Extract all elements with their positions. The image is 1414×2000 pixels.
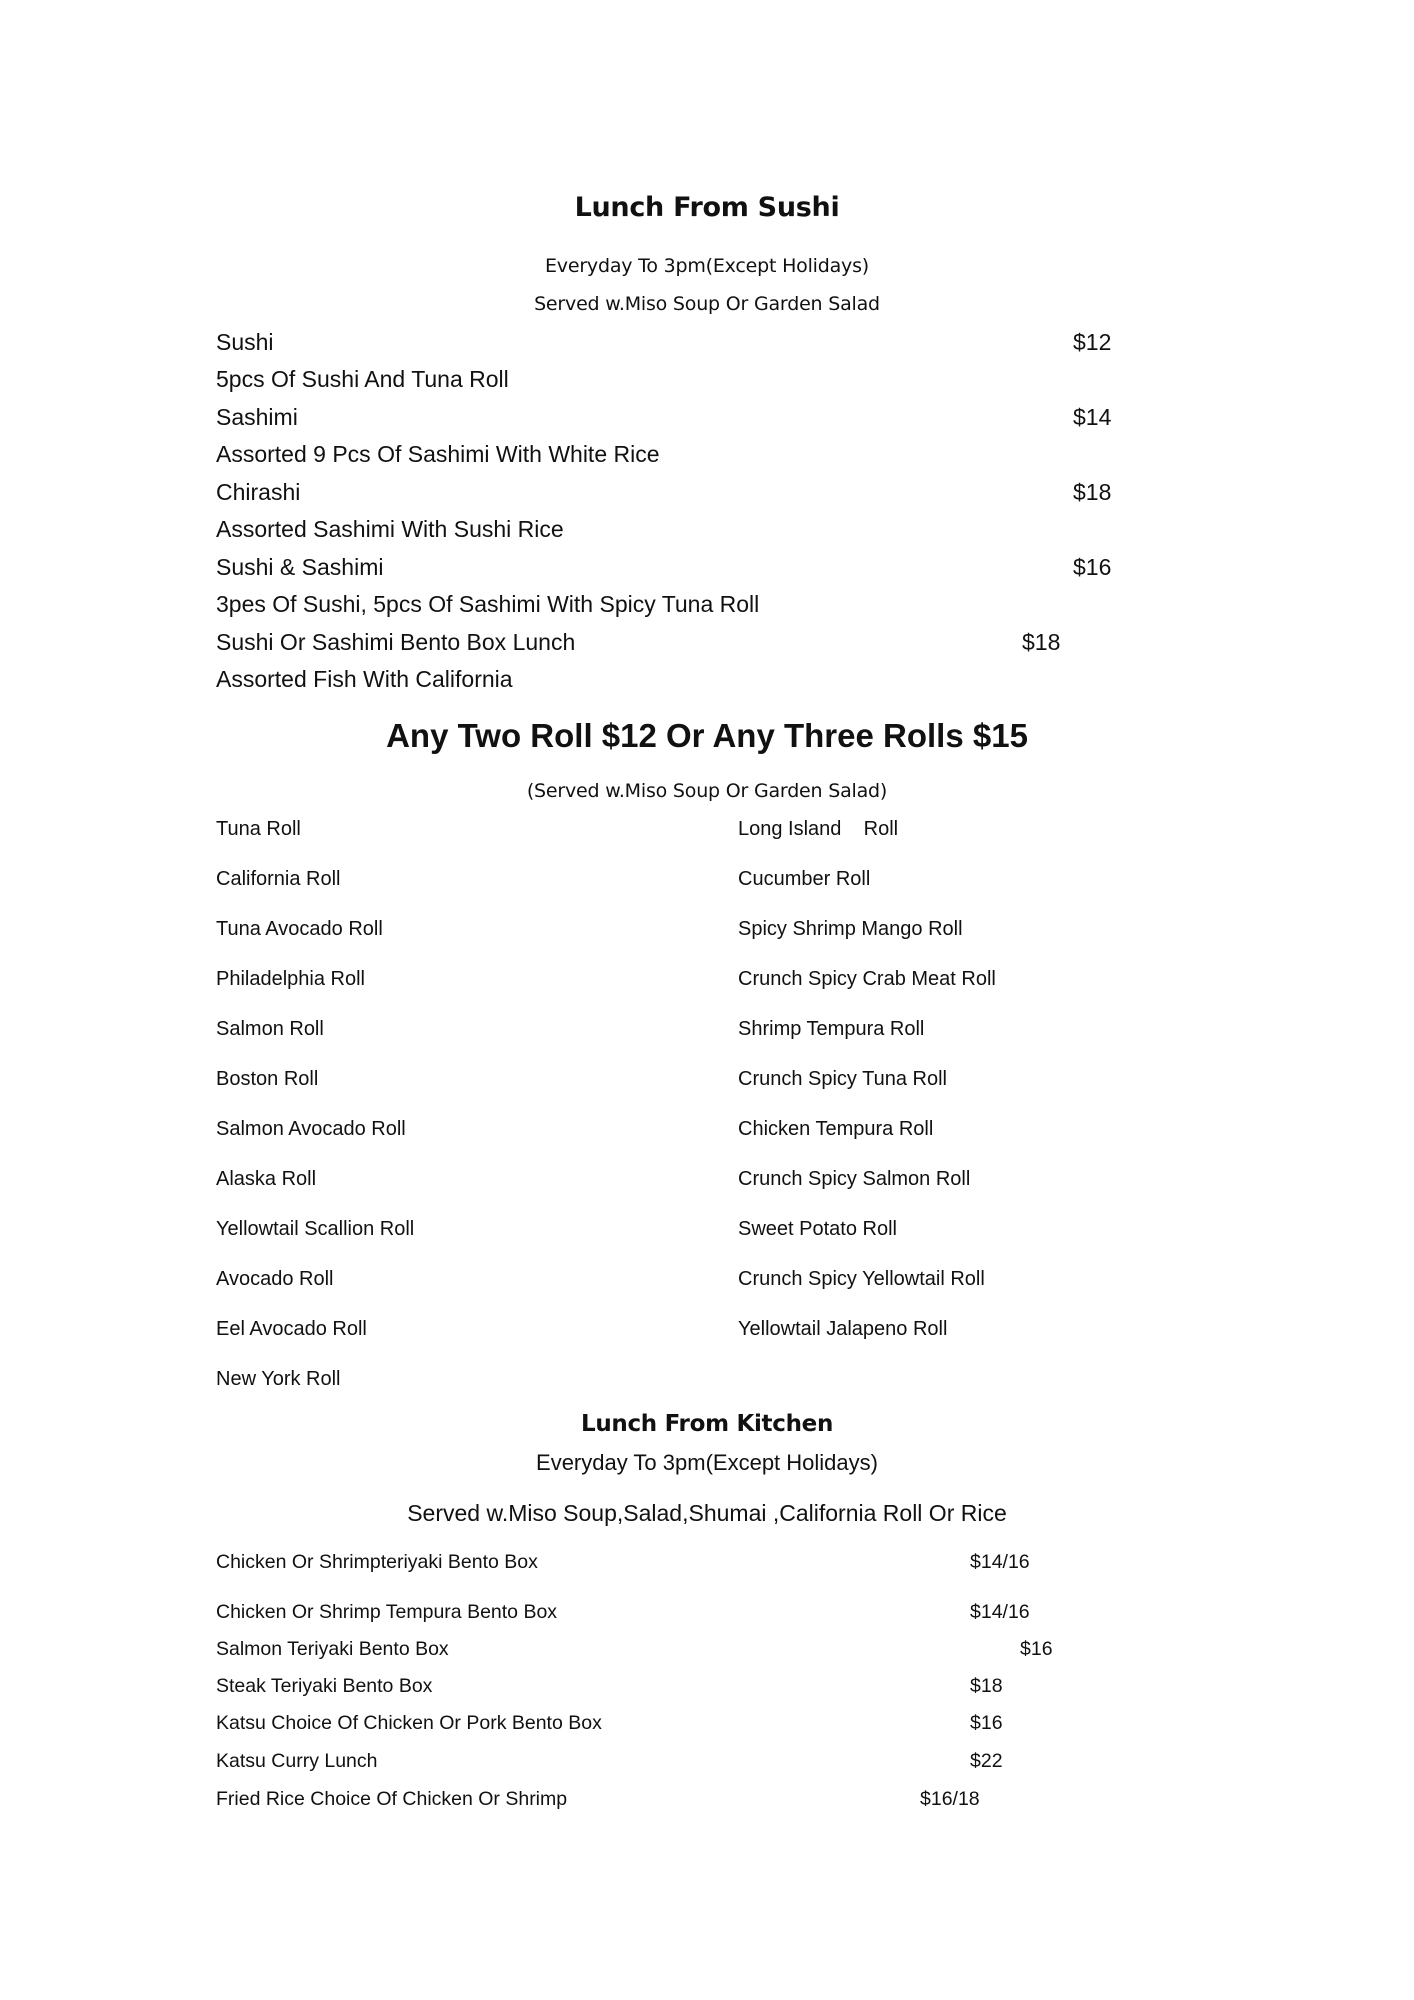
sushi-item-price: $12 [1073, 329, 1112, 355]
roll-item-left: Yellowtail Scallion Roll [216, 1218, 415, 1240]
roll-item-right: Long Island Roll [738, 818, 899, 840]
sushi-item-name: Sushi [216, 329, 274, 355]
rolls-section-title: Any Two Roll $12 Or Any Three Rolls $15 [386, 717, 1028, 754]
kitchen-item-name: Steak Teriyaki Bento Box [216, 1675, 433, 1697]
roll-item-right: Crunch Spicy Crab Meat Roll [738, 968, 996, 990]
sushi-item-name: Sushi Or Sashimi Bento Box Lunch [216, 629, 576, 655]
sushi-item-price: $18 [1022, 629, 1061, 655]
roll-item-right: Crunch Spicy Salmon Roll [738, 1168, 971, 1190]
kitchen-item-name: Chicken Or Shrimpteriyaki Bento Box [216, 1551, 538, 1573]
roll-item-left: Tuna Roll [216, 818, 301, 840]
roll-item-left: Philadelphia Roll [216, 968, 365, 990]
kitchen-item-price: $22 [970, 1750, 1003, 1772]
roll-item-left: Tuna Avocado Roll [216, 918, 383, 940]
roll-item-right: Spicy Shrimp Mango Roll [738, 918, 963, 940]
sushi-item-name: Chirashi [216, 479, 301, 505]
kitchen-item-name: Katsu Choice Of Chicken Or Pork Bento Box [216, 1712, 602, 1734]
kitchen-section-served: Served w.Miso Soup,Salad,Shumai ,California Roll Or Rice [407, 1500, 1007, 1526]
kitchen-item-price: $14/16 [970, 1601, 1030, 1623]
sushi-item-name: Sushi & Sashimi [216, 554, 384, 580]
kitchen-item-name: Fried Rice Choice Of Chicken Or Shrimp [216, 1788, 568, 1810]
roll-item-right: Crunch Spicy Yellowtail Roll [738, 1268, 985, 1290]
kitchen-section-title: Lunch From Kitchen [580, 1411, 834, 1437]
sushi-item-price: $14 [1073, 404, 1112, 430]
roll-item-right: Cucumber Roll [738, 868, 871, 890]
roll-item-left: New York Roll [216, 1368, 341, 1390]
sushi-item-price: $16 [1073, 554, 1112, 580]
sushi-section-title: Lunch From Sushi [574, 192, 840, 223]
sushi-item-desc: 5pcs Of Sushi And Tuna Roll [216, 366, 509, 392]
sushi-section-hours: Everyday To 3pm(Except Holidays) [544, 255, 870, 277]
roll-item-right: Yellowtail Jalapeno Roll [738, 1318, 948, 1340]
roll-item-left: Salmon Roll [216, 1018, 324, 1040]
kitchen-item-price: $14/16 [970, 1551, 1030, 1573]
kitchen-item-price: $16/18 [920, 1788, 980, 1810]
roll-item-left: Salmon Avocado Roll [216, 1118, 406, 1140]
sushi-item-desc: Assorted 9 Pcs Of Sashimi With White Rice [216, 441, 660, 467]
kitchen-item-name: Chicken Or Shrimp Tempura Bento Box [216, 1601, 558, 1623]
sushi-item-desc: Assorted Sashimi With Sushi Rice [216, 516, 564, 542]
sushi-item-desc: Assorted Fish With California [216, 666, 513, 692]
kitchen-item-price: $16 [970, 1712, 1003, 1734]
kitchen-item-name: Salmon Teriyaki Bento Box [216, 1638, 449, 1660]
kitchen-section-hours: Everyday To 3pm(Except Holidays) [536, 1450, 878, 1475]
roll-item-left: Boston Roll [216, 1068, 319, 1090]
sushi-item-price: $18 [1073, 479, 1112, 505]
roll-item-right: Crunch Spicy Tuna Roll [738, 1068, 947, 1090]
kitchen-item-price: $16 [1020, 1638, 1053, 1660]
roll-item-right: Chicken Tempura Roll [738, 1118, 934, 1140]
kitchen-item-name: Katsu Curry Lunch [216, 1750, 378, 1772]
roll-item-left: California Roll [216, 868, 341, 890]
roll-item-right: Shrimp Tempura Roll [738, 1018, 925, 1040]
sushi-section-served: Served w.Miso Soup Or Garden Salad [534, 293, 880, 315]
kitchen-item-price: $18 [970, 1675, 1003, 1697]
sushi-item-desc: 3pes Of Sushi, 5pcs Of Sashimi With Spicy Tuna Roll [216, 591, 760, 617]
roll-item-left: Alaska Roll [216, 1168, 317, 1190]
roll-item-left: Avocado Roll [216, 1268, 334, 1290]
roll-item-left: Eel Avocado Roll [216, 1318, 367, 1340]
roll-item-right: Sweet Potato Roll [738, 1218, 897, 1240]
rolls-section-served: (Served w.Miso Soup Or Garden Salad) [526, 780, 888, 802]
sushi-item-name: Sashimi [216, 404, 298, 430]
